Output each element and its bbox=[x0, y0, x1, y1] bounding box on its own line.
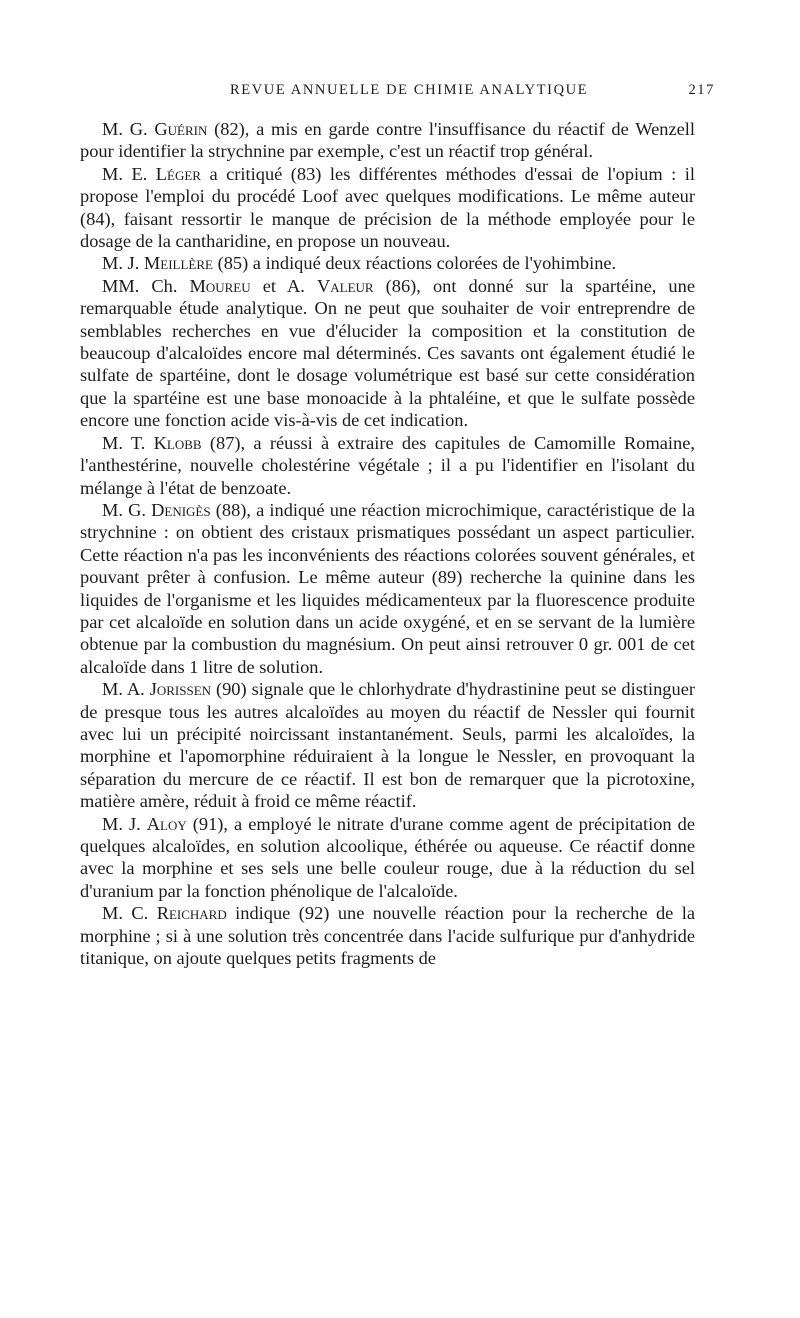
author-name: Reichard bbox=[156, 903, 227, 924]
author-name: Valeur bbox=[316, 275, 374, 296]
running-title: REVUE ANNUELLE DE CHIMIE ANALYTIQUE bbox=[230, 82, 589, 98]
paragraph-guerin: M. G. Guérin (82), a mis en garde contre l'insuffisance du réactif de Wenzell pour identifier la strychnine par exemple, c'est un réactif trop général. bbox=[80, 119, 695, 162]
paragraph-deniges: M. G. Denigès (88), a indiqué une réaction microchimique, caractéristique de la strychnine : on obtient des cristaux prismatiques possédant un aspect particulier. Cette réaction n'a pas les inconvénients des réactions colorées souvent générales, et pouvant prêter à confusion. Le même auteur (89) recherche la quinine dans les liquides de l'organisme et les liquides médicamenteux par la fluorescence produite par cet alcaloïde en solution dans un acide oxygéné, et en se servant de la lumière obtenue par la combustion du magnésium. On peut ainsi retrouver 0 gr. 001 de cet alcaloïde dans 1 litre de solution. bbox=[80, 499, 695, 677]
page-header bbox=[80, 82, 715, 104]
page-number: 217 bbox=[688, 82, 715, 98]
paragraph-moureu-valeur: MM. Ch. Moureu et A. Valeur (86), ont donné sur la spartéine, une remarquable étude analytique. On ne peut que souhaiter de voir entreprendre de semblables recherches en vue d'élucider la composition et la constitution de beaucoup d'alcaloïdes encore mal déterminés. Ces savants ont également étudié le sulfate de spartéine, dont le dosage volumétrique est basé sur cette considération que la spartéine est une base monoacide à la phtaléine, et que le sulfate possède encore une fonction acide vis-à-vis de cet indication. bbox=[80, 275, 695, 431]
author-name: Klobb bbox=[153, 432, 202, 453]
author-name: Guérin bbox=[154, 119, 208, 139]
paragraph-reichard: M. C. Reichard indique (92) une nouvelle réaction pour la recherche de la morphine ; si à une solution très concentrée dans l'acide sulfurique pur d'anhydride titanique, on ajoute quelques petits fragments de bbox=[80, 903, 695, 969]
author-name: Denigès bbox=[151, 499, 211, 520]
author-name: Jorissen bbox=[149, 679, 212, 700]
author-name: Aloy bbox=[146, 813, 187, 834]
paragraph-aloy: M. J. Aloy (91), a employé le nitrate d'urane comme agent de précipitation de quelques alcaloïdes, en solution alcoolique, éthérée ou aqueuse. Ce réactif donne avec la morphine et ses sels une belle couleur rouge, due à la réduction du sel d'uranium par la fonction phénolique de l'alcaloïde. bbox=[80, 813, 695, 901]
paragraph-meillere: M. J. Meillère (85) a indiqué deux réactions colorées de l'yohimbine. bbox=[102, 253, 617, 274]
paragraph-klobb: M. T. Klobb (87), a réussi à extraire des capitules de Camomille Romaine, l'anthestérine, nouvelle cholestérine végétale ; il a pu l'identifier en l'isolant du mélange à l'état de benzoate. bbox=[80, 432, 695, 498]
paragraph-jorissen: M. A. Jorissen (90) signale que le chlorhydrate d'hydrastinine peut se distinguer de presque tous les autres alcaloïdes au moyen du réactif de Nessler qui fournit avec lui un précipité noircissant instantanément. Seuls, parmi les alcaloïdes, la morphine et l'apomorphine réduiraient à la longue le Nessler, en provoquant la séparation du mercure de ce réactif. Il est bon de remarquer que la picrotoxine, matière amère, réduit à froid ce même réactif. bbox=[80, 679, 695, 812]
body-text bbox=[80, 118, 695, 969]
author-name: Moureu bbox=[189, 275, 251, 296]
author-name: Meillère bbox=[143, 253, 213, 274]
paragraph-leger: M. E. Léger a critiqué (83) les différentes méthodes d'essai de l'opium : il propose l'emploi du procédé Loof avec quelques modifications. Le même auteur (84), faisant ressortir le manque de précision de la méthode employée pour le dosage de la cantharidine, en propose un nouveau. bbox=[80, 163, 695, 252]
author-name: Léger bbox=[155, 163, 201, 184]
